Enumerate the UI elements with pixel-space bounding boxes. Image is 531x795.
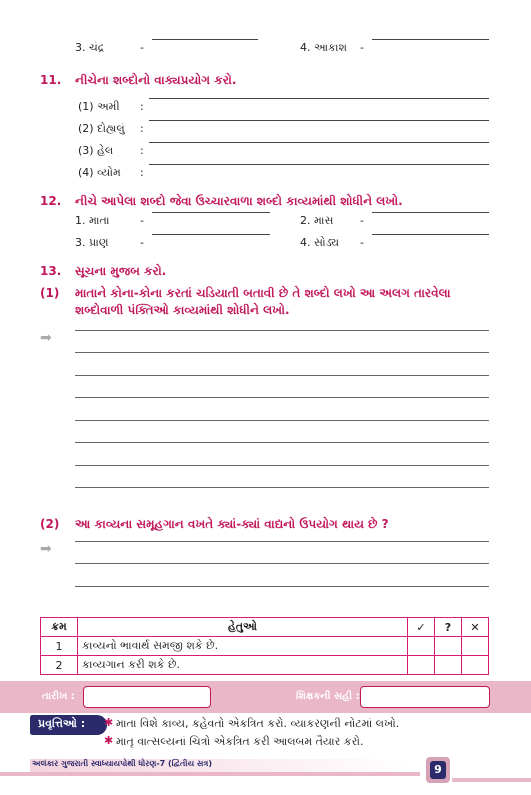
writing-line[interactable] [75, 563, 489, 564]
top-left-label: 3. ચંદ્ર [75, 41, 105, 54]
teacher-signature-field[interactable] [360, 686, 490, 708]
subquestion-number: (2) [40, 517, 60, 531]
arrow-right-icon: ➡ [40, 330, 52, 346]
date-label: તારીખ : [42, 691, 75, 702]
dash: - [360, 214, 364, 227]
row-text: કાવ્યનો ભાવાર્થ સમજી શકે છે. [78, 637, 408, 656]
writing-line[interactable] [75, 586, 489, 587]
question-title: નીચે આપેલા શબ્દો જેવા ઉચ્ચારવાળા શબ્દો કાવ્યમાંથી શોધીને લખો. [75, 194, 403, 208]
activity-item: માતા વિશે કાવ્ય, કહેવતો એકત્રિત કરો. વ્યાકરણની નોટમાં લખો. [116, 717, 400, 730]
cross-cell[interactable] [462, 637, 489, 656]
writing-line[interactable] [75, 465, 489, 466]
bullet-icon: ✱ [104, 734, 114, 747]
subquestion-text: આ કાવ્યના સમૂહગાન વખતે ક્યાં-ક્યાં વાદ્યનો ઉપયોગ થાય છે ? [75, 517, 389, 531]
list-item-label: (4) વ્યોમ [78, 166, 121, 179]
writing-line[interactable] [75, 330, 489, 331]
answer-line[interactable] [152, 234, 270, 235]
footer-rule [452, 778, 531, 782]
list-item-label: 3. પ્રાણ [75, 236, 109, 249]
answer-line[interactable] [149, 142, 489, 143]
writing-line[interactable] [75, 442, 489, 443]
dash: - [140, 236, 144, 249]
cross-cell[interactable] [462, 656, 489, 675]
table-header-row [41, 618, 489, 637]
answer-line[interactable] [372, 212, 489, 213]
footer-rule [0, 772, 420, 776]
date-field[interactable] [83, 686, 211, 708]
dash: - [360, 236, 364, 249]
table-row [41, 637, 489, 656]
question-number: 13. [40, 264, 62, 278]
subquestion-number: (1) [40, 286, 60, 300]
answer-line[interactable] [372, 234, 489, 235]
writing-line[interactable] [75, 420, 489, 421]
writing-line[interactable] [75, 375, 489, 376]
row-text: કાવ્યગાન કરી શકે છે. [78, 656, 408, 675]
colon: : [140, 122, 144, 135]
question-icon: ? [435, 618, 462, 637]
table-row [41, 656, 489, 675]
activity-label: પ્રવૃત્તિઓ : [38, 717, 86, 730]
dash: - [360, 41, 364, 54]
list-item-label: (2) દોહ્યલું [78, 122, 125, 135]
tick-icon: ✓ [408, 618, 435, 637]
list-item-label: 1. માતા [75, 214, 110, 227]
question-title: નીચેના શબ્દોનો વાક્યપ્રયોગ કરો. [75, 73, 237, 87]
bullet-icon: ✱ [104, 716, 114, 729]
answer-line[interactable] [372, 39, 489, 40]
writing-line[interactable] [75, 541, 489, 542]
tick-cell[interactable] [408, 656, 435, 675]
answer-line[interactable] [152, 212, 270, 213]
subquestion-text: શબ્દોવાળી પંક્તિઓ કાવ્યમાંથી શોધીને લખો. [75, 303, 290, 317]
question-number: 11. [40, 73, 62, 87]
evaluation-table [40, 617, 489, 675]
arrow-right-icon: ➡ [40, 541, 52, 557]
writing-line[interactable] [75, 352, 489, 353]
answer-line[interactable] [149, 120, 489, 121]
footer-text: અલંકાર ગુજરાતી સ્વાધ્યાયપોથી ધોરણ-7 (દ્વિતીય સત્ર) [32, 759, 212, 768]
answer-line[interactable] [149, 98, 489, 99]
writing-line[interactable] [75, 397, 489, 398]
list-item-label: (3) હેલ [78, 144, 114, 157]
question-cell[interactable] [435, 637, 462, 656]
answer-line[interactable] [149, 164, 489, 165]
cross-icon: ✕ [462, 618, 489, 637]
answer-line[interactable] [152, 39, 258, 40]
top-right-label: 4. આકાશ [300, 41, 347, 54]
column-header-number: ક્રમ [41, 618, 78, 637]
colon: : [140, 100, 144, 113]
question-number: 12. [40, 194, 62, 208]
writing-line[interactable] [75, 487, 489, 488]
list-item-label: 4. સોડ્ય [300, 236, 340, 249]
column-header-reasons: હેતુઓ [78, 618, 408, 637]
colon: : [140, 144, 144, 157]
colon: : [140, 166, 144, 179]
row-number: 2 [41, 656, 78, 675]
question-title: સૂચના મુજબ કરો. [75, 264, 167, 278]
page-number: 9 [430, 761, 446, 779]
list-item-label: (1) અમી [78, 100, 120, 113]
dash: - [140, 214, 144, 227]
dash: - [140, 41, 144, 54]
teacher-signature-label: શિક્ષકની સહી : [296, 691, 360, 702]
row-number: 1 [41, 637, 78, 656]
list-item-label: 2. માસ [300, 214, 334, 227]
tick-cell[interactable] [408, 637, 435, 656]
question-cell[interactable] [435, 656, 462, 675]
subquestion-text: માતાને કોના-કોના કરતાં ચડિયાતી બતાવી છે તે શબ્દો લખો આ અલગ તારવેલા [75, 286, 451, 300]
activity-item: માતૃ વાત્સલ્યનાં ચિત્રો એકત્રિત કરી આલબમ તૈયાર કરો. [116, 735, 364, 748]
